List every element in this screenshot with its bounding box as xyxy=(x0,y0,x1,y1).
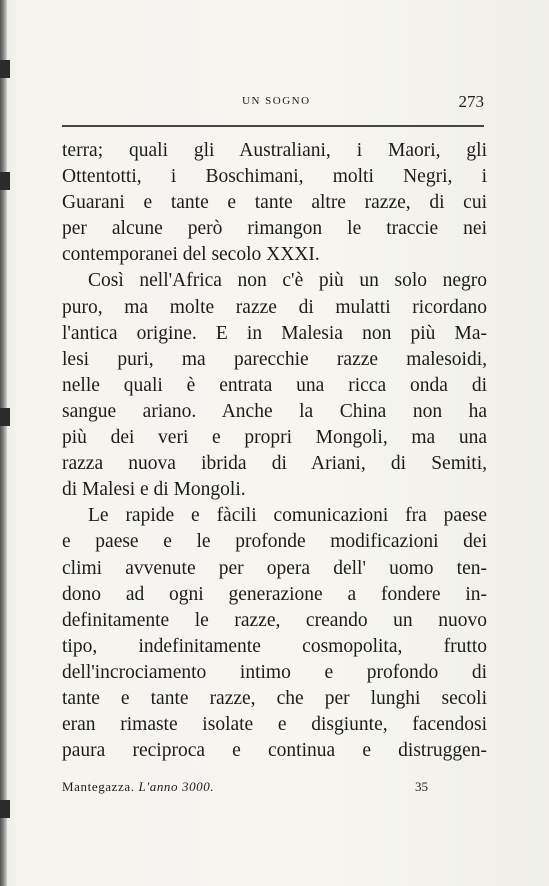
text-line: più dei veri e propri Mongoli, ma una xyxy=(62,427,487,449)
text-line: terra; quali gli Australiani, i Maori, gli xyxy=(62,140,487,161)
spine-binding-mark xyxy=(0,800,10,818)
text-line: dono ad ogni generazione a fondere in- xyxy=(62,583,487,605)
body-text xyxy=(62,138,487,764)
text-line: tipo, indefinitamente cosmopolita, frutto xyxy=(62,635,487,657)
text-line: puro, ma molte razze di mulatti ricordano xyxy=(62,296,487,318)
text-line: contemporanei del secolo XXXI. xyxy=(62,244,320,266)
page-footer xyxy=(62,776,484,798)
header-rule xyxy=(62,125,484,127)
sheet-number: 35 xyxy=(415,779,428,794)
text-line: Le rapide e fàcili comunicazioni fra paese xyxy=(88,505,487,527)
author-signature: Mantegazza. xyxy=(62,779,135,794)
signature-line xyxy=(62,779,214,795)
spine-binding-mark xyxy=(0,172,10,190)
text-line: Così nell'Africa non c'è più un solo negro xyxy=(88,270,487,292)
spine-binding-mark xyxy=(0,60,10,78)
text-line: lesi puri, ma parecchie razze malesoidi, xyxy=(62,348,487,370)
text-line: tante e tante razze, che per lunghi secoli xyxy=(62,687,487,709)
text-line: razza nuova ibrida di Ariani, di Semiti, xyxy=(62,453,487,475)
text-line: di Malesi e di Mongoli. xyxy=(62,479,246,501)
text-line: definitamente le razze, creando un nuovo xyxy=(62,609,487,631)
text-line: sangue ariano. Anche la China non ha xyxy=(62,400,487,422)
spine-binding-mark xyxy=(0,408,10,426)
text-line: eran rimaste isolate e disgiunte, facendosi xyxy=(62,714,487,736)
running-head: UN SOGNO xyxy=(242,95,311,107)
text-line: paura reciproca e continua e distruggen- xyxy=(62,740,487,762)
text-line: Guarani e tante e tante altre razze, di cui xyxy=(62,192,487,214)
work-title: L'anno 3000. xyxy=(138,779,215,794)
text-line: per alcune però rimangon le traccie nei xyxy=(62,218,487,240)
text-line: e paese e le profonde modificazioni dei xyxy=(62,531,487,553)
text-line: l'antica origine. E in Malesia non più Ma- xyxy=(62,322,487,344)
text-line: nelle quali è entrata una ricca onda di xyxy=(62,374,487,396)
text-line: Ottentotti, i Boschimani, molti Negri, i xyxy=(62,166,487,188)
page-number: 273 xyxy=(458,92,484,111)
page-header xyxy=(62,90,484,114)
text-line: climi avvenute per opera dell' uomo ten- xyxy=(62,557,487,579)
page-spine-edge xyxy=(0,0,7,886)
text-line: dell'incrociamento intimo e profondo di xyxy=(62,661,487,683)
